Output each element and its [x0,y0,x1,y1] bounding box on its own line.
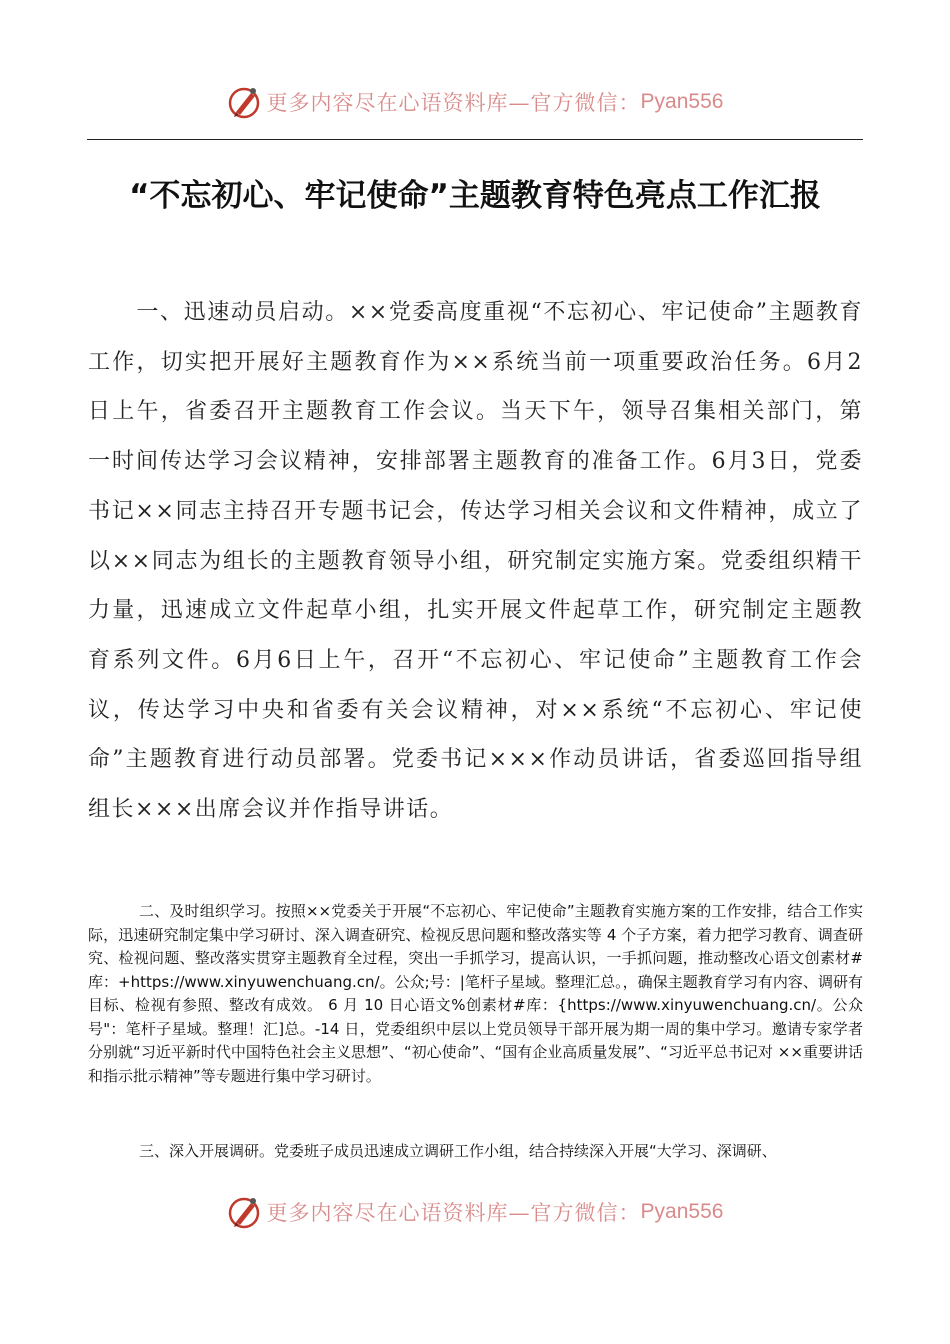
pen-logo-icon [227,84,263,120]
pen-logo-icon [227,1194,263,1230]
header-banner [0,80,950,124]
banner-wechat-id: Pyan556 [640,1200,724,1223]
document-title: “不忘初心、牢记使命”主题教育特色亮点工作汇报 [129,178,821,214]
header-divider [87,139,863,140]
banner-text: 更多内容尽在心语资料库—官方微信： [266,1201,641,1225]
footer-banner [0,1190,950,1234]
paragraph-1: 一、迅速动员启动。××党委高度重视“不忘初心、牢记使命”主题教育工作，切实把开展好主题教育作为××系统当前一项重要政治任务。6月2日上午，省委召开主题教育工作会议。当天下午，领导召集相关部门，第一时间传达学习会议精神，安排部署主题教育的准备工作。6月3日，党委书记××同志主持召开专题书记会，传达学习相关会议和文件精神，成立了以××同志为组长的主题教育领导小组，研究制定实施方案。党委组织精干力量，迅速成立文件起草小组，扎实开展文件起草工作，研究制定主题教育系列文件。6月6日上午，召开“不忘初心、牢记使命”主题教育工作会议，传达学习中央和省委有关会议精神，对××系统“不忘初心、牢记使命”主题教育进行动员部署。党委书记×××作动员讲话，省委巡回指导组组长×××出席会议并作指导讲话。 [88,300,863,823]
banner-wechat-id: Pyan556 [640,90,724,113]
paragraph-3: 三、深入开展调研。党委班子成员迅速成立调研工作小组，结合持续深入开展“大学习、深调研、 [139,1142,777,1160]
paragraph-2: 二、及时组织学习。按照××党委关于开展“不忘初心、牢记使命”主题教育实施方案的工作安排，结合工作实际，迅速研究制定集中学习研讨、深入调查研究、检视反思问题和整改落实等 4 个子方案，着力把学习教育、调查研究、检视问题、整改落实贯穿主题教育全过程，突出一手抓学习，提高认识，一手抓问题，推动整改心语文创素材#库：+https://www.xinyuwenchuang.cn/。公众;号：|笔杆子星域。整理汇总。，确保主题教育学习有内容、调研有目标、检视有参照、整改有成效。 6 月 10 日心语文%创素材#库：{https://www.xinyuwenchuang.cn/。公众号"：笔杆子星域。整理！汇]总。-14 日，党委组织中层以上党员领导干部开展为期一周的集中学习。邀请专家学者分别就“习近平新时代中国特色社会主义思想”、“初心使命”、“国有企业高质量发展”、“习近平总书记对 ××重要讲话和指示批示精神”等专题进行集中学习研讨。 [88,902,863,1085]
banner-text: 更多内容尽在心语资料库—官方微信： [266,91,641,115]
